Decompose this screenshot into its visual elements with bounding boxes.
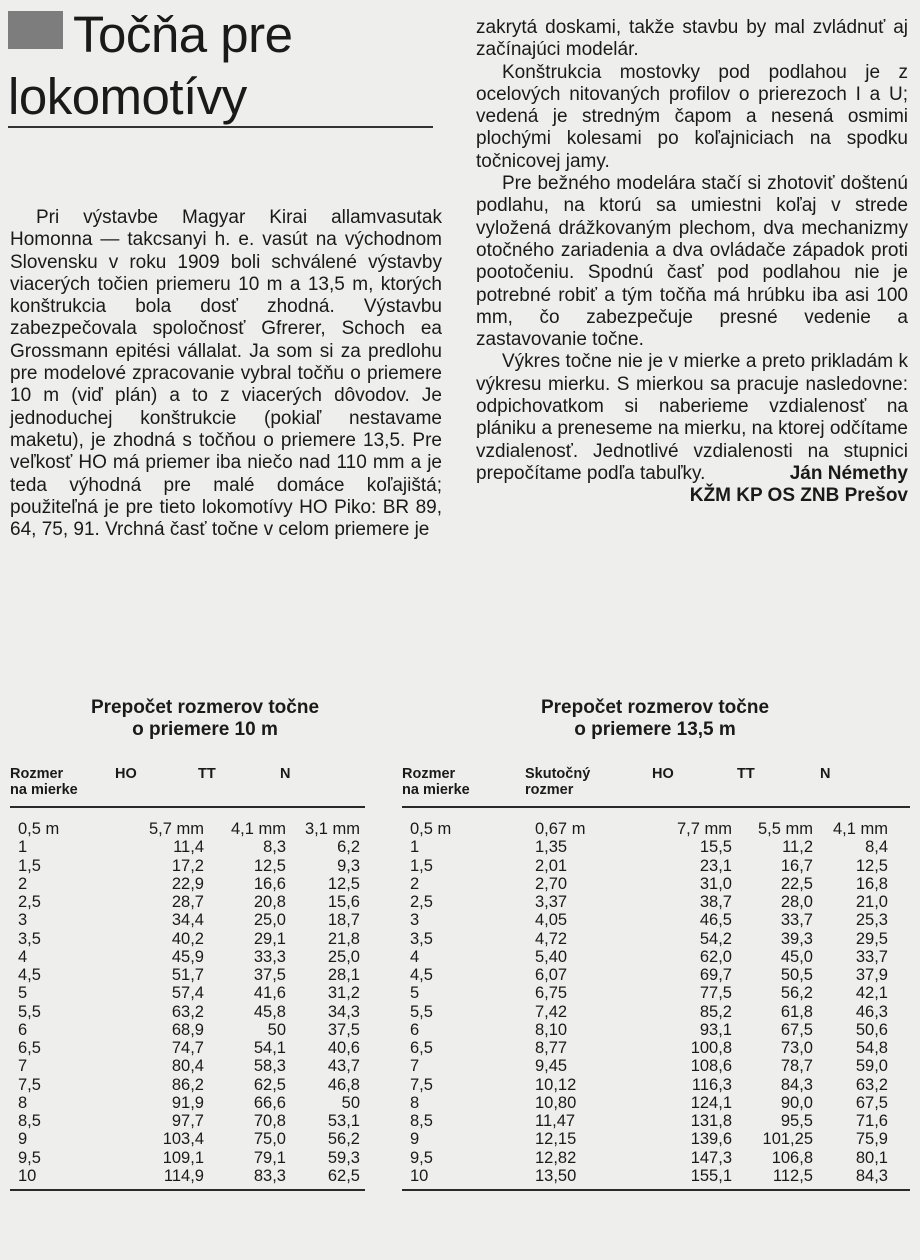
table-cell: 15,5 bbox=[699, 838, 732, 857]
right-paragraph-1: zakrytá doskami, takže stavbu by mal zvládnuť aj začínajúci modelár. bbox=[476, 17, 908, 61]
table-cell: 9,3 bbox=[337, 856, 360, 875]
table-1-caption-line-1: Prepočet rozmerov točne bbox=[90, 697, 320, 718]
table-cell: 2 bbox=[410, 874, 420, 893]
table-cell: 37,5 bbox=[327, 1020, 360, 1039]
table-row bbox=[10, 930, 365, 948]
table-cell: 28,7 bbox=[171, 893, 204, 911]
table-cell: 67,5 bbox=[855, 1093, 888, 1112]
table-cell: 4,1 mm bbox=[832, 820, 888, 838]
table-cell: 6,5 bbox=[18, 1039, 41, 1057]
table-row bbox=[10, 1057, 365, 1075]
table-row bbox=[10, 838, 365, 856]
table-cell: 62,5 bbox=[327, 1166, 360, 1185]
table-cell: 0,5 m bbox=[410, 820, 452, 838]
table-cell: 50 bbox=[341, 1093, 360, 1112]
table-cell: 3,5 bbox=[410, 929, 433, 948]
table-2-body bbox=[402, 808, 910, 1185]
table-cell: 5 bbox=[410, 984, 420, 1003]
table-cell: 10 bbox=[18, 1166, 37, 1185]
table-cell: 63,2 bbox=[171, 1002, 204, 1021]
table-cell: 17,2 bbox=[171, 856, 204, 875]
table-cell: 62,0 bbox=[699, 947, 732, 966]
table-cell: 11,47 bbox=[535, 1112, 576, 1130]
table-cell: 38,7 bbox=[699, 893, 732, 911]
table-cell: 83,3 bbox=[253, 1166, 286, 1185]
table-cell: 6 bbox=[410, 1020, 420, 1039]
table-cell: 7,5 bbox=[18, 1075, 41, 1094]
table-cell: 25,0 bbox=[253, 911, 286, 930]
table-row bbox=[10, 1021, 365, 1039]
table-cell: 1,5 bbox=[18, 856, 41, 875]
table-cell: 114,9 bbox=[163, 1166, 204, 1185]
table-cell: 54,1 bbox=[253, 1039, 286, 1057]
table-cell: 7,7 mm bbox=[676, 820, 732, 838]
table-row bbox=[10, 1112, 365, 1130]
table-cell: 7,42 bbox=[535, 1002, 568, 1021]
table-cell: 46,5 bbox=[699, 911, 732, 930]
column-header: TT bbox=[737, 766, 755, 782]
table-cell: 4,72 bbox=[535, 929, 568, 948]
right-paragraph-4: Výkres točne nie je v mierke a preto prikladám k výkresu mierku. S mierkou sa pracuje nasledovne: odpichovatkom si naberieme vzdialenosť na plániku a preneseme na mierku, na ktorej odčítame vzdialenosť. Jednotlivé vzdialenosti na stupnici prepočítame podľa tabuľky. bbox=[476, 351, 908, 484]
table-cell: 8,10 bbox=[535, 1020, 568, 1039]
table-cell: 1,5 bbox=[410, 856, 433, 875]
table-cell: 6,75 bbox=[535, 984, 568, 1003]
table-cell: 54,8 bbox=[855, 1039, 888, 1057]
table-row bbox=[10, 1167, 365, 1185]
table-cell: 21,0 bbox=[855, 893, 888, 911]
table-cell: 37,9 bbox=[855, 966, 888, 984]
table-row bbox=[402, 1149, 910, 1167]
table-row bbox=[10, 820, 365, 838]
table-row bbox=[10, 1003, 365, 1021]
column-header: N bbox=[820, 766, 831, 782]
table-row bbox=[10, 911, 365, 929]
article-title bbox=[8, 4, 438, 128]
table-cell: 58,3 bbox=[253, 1057, 286, 1076]
table-2-caption-line-2: o priemere 13,5 m bbox=[574, 719, 736, 740]
table-row bbox=[402, 820, 910, 838]
table-cell: 8 bbox=[410, 1093, 420, 1112]
table-cell: 50,5 bbox=[780, 966, 813, 984]
table-cell: 42,1 bbox=[855, 984, 888, 1003]
table-cell: 29,1 bbox=[253, 929, 286, 948]
table-cell: 63,2 bbox=[855, 1075, 888, 1094]
table-row bbox=[402, 930, 910, 948]
table-cell: 28,0 bbox=[780, 893, 813, 911]
table-cell: 4,5 bbox=[410, 966, 433, 984]
table-13-5m bbox=[402, 766, 910, 1191]
table-row bbox=[10, 1130, 365, 1148]
right-paragraph-3: Pre bežného modelára stačí si zhotoviť doštenú podlahu, na ktorú sa umiestni koľaj v strede vyložená drážkovaným plechom, dva mechanizmy otočného zariadenia a dva ovládače západok proti pootočeniu. Spodnú časť pod podlahou nie je potrebné robiť a tým točňa má hrúbku iba asi 100 mm, čo zabezpečuje presné vedenie a zastavovanie točne. bbox=[476, 173, 908, 351]
table-cell: 22,9 bbox=[171, 874, 204, 893]
table-cell: 12,5 bbox=[327, 874, 360, 893]
table-cell: 31,2 bbox=[327, 984, 360, 1003]
table-cell: 40,2 bbox=[171, 929, 204, 948]
table-2-bottom-rule bbox=[402, 1189, 910, 1191]
table-cell: 93,1 bbox=[699, 1020, 732, 1039]
table-cell: 4,1 mm bbox=[230, 820, 286, 838]
table-row bbox=[402, 948, 910, 966]
column-header: Rozmer na mierke bbox=[402, 766, 470, 798]
table-cell: 86,2 bbox=[171, 1075, 204, 1094]
table-row bbox=[10, 984, 365, 1002]
table-row bbox=[10, 1076, 365, 1094]
table-cell: 22,5 bbox=[780, 874, 813, 893]
table-cell: 21,8 bbox=[327, 929, 360, 948]
table-1-body bbox=[10, 808, 365, 1185]
table-cell: 108,6 bbox=[690, 1057, 732, 1076]
table-cell: 5,5 mm bbox=[757, 820, 813, 838]
table-row bbox=[10, 1039, 365, 1057]
table-cell: 25,0 bbox=[327, 947, 360, 966]
table-1-bottom-rule bbox=[10, 1189, 365, 1191]
table-row bbox=[402, 911, 910, 929]
table-cell: 2 bbox=[18, 874, 28, 893]
table-cell: 4,5 bbox=[18, 966, 41, 984]
table-cell: 7,5 bbox=[410, 1075, 433, 1094]
table-1-header bbox=[10, 766, 365, 806]
table-cell: 54,2 bbox=[699, 929, 732, 948]
table-cell: 67,5 bbox=[780, 1020, 813, 1039]
table-cell: 6 bbox=[18, 1020, 28, 1039]
author-affiliation: KŽM KP OS ZNB Prešov bbox=[689, 485, 908, 507]
table-row bbox=[402, 1076, 910, 1094]
table-row bbox=[10, 857, 365, 875]
table-cell: 139,6 bbox=[690, 1130, 732, 1149]
table-row bbox=[402, 1021, 910, 1039]
table-row bbox=[402, 984, 910, 1002]
table-cell: 90,0 bbox=[780, 1093, 813, 1112]
left-text-column bbox=[10, 207, 442, 541]
table-cell: 112,5 bbox=[772, 1166, 813, 1185]
table-cell: 97,7 bbox=[171, 1112, 204, 1130]
table-cell: 78,7 bbox=[780, 1057, 813, 1076]
table-cell: 34,4 bbox=[171, 911, 204, 930]
table-row bbox=[10, 1094, 365, 1112]
table-cell: 69,7 bbox=[699, 966, 732, 984]
table-row bbox=[402, 857, 910, 875]
table-cell: 45,0 bbox=[780, 947, 813, 966]
table-cell: 57,4 bbox=[171, 984, 204, 1003]
table-cell: 56,2 bbox=[780, 984, 813, 1003]
table-cell: 6,07 bbox=[535, 966, 568, 984]
table-2-caption bbox=[400, 697, 910, 741]
table-cell: 12,82 bbox=[535, 1148, 577, 1167]
table-row bbox=[10, 875, 365, 893]
table-cell: 56,2 bbox=[327, 1130, 360, 1149]
table-cell: 3,1 mm bbox=[304, 820, 360, 838]
table-row bbox=[402, 1057, 910, 1075]
table-cell: 79,1 bbox=[253, 1148, 286, 1167]
table-cell: 45,8 bbox=[253, 1002, 286, 1021]
table-cell: 59,0 bbox=[855, 1057, 888, 1076]
table-cell: 3,5 bbox=[18, 929, 41, 948]
table-cell: 9,45 bbox=[535, 1057, 568, 1076]
table-cell: 5,5 bbox=[18, 1002, 41, 1021]
table-cell: 70,8 bbox=[253, 1112, 286, 1130]
table-cell: 7 bbox=[18, 1057, 28, 1076]
table-cell: 16,6 bbox=[253, 874, 286, 893]
table-row bbox=[402, 893, 910, 911]
table-row bbox=[10, 966, 365, 984]
table-row bbox=[402, 1094, 910, 1112]
author-name: Ján Némethy bbox=[789, 462, 908, 484]
table-cell: 106,8 bbox=[771, 1148, 813, 1167]
table-cell: 66,6 bbox=[253, 1093, 286, 1112]
table-cell: 116,3 bbox=[691, 1075, 732, 1094]
table-cell: 59,3 bbox=[327, 1148, 360, 1167]
table-row bbox=[10, 893, 365, 911]
table-cell: 8,4 bbox=[865, 838, 888, 857]
table-cell: 39,3 bbox=[780, 929, 813, 948]
table-cell: 9 bbox=[410, 1130, 420, 1149]
table-cell: 91,9 bbox=[171, 1093, 204, 1112]
table-row bbox=[10, 948, 365, 966]
table-cell: 8,77 bbox=[535, 1039, 568, 1057]
title-line-2: lokomotívy bbox=[8, 68, 247, 125]
table-cell: 77,5 bbox=[699, 984, 732, 1003]
table-cell: 12,5 bbox=[253, 856, 286, 875]
table-cell: 4,05 bbox=[535, 911, 568, 930]
table-cell: 61,8 bbox=[780, 1002, 813, 1021]
table-cell: 16,7 bbox=[780, 856, 813, 875]
table-cell: 85,2 bbox=[699, 1002, 732, 1021]
table-cell: 1,35 bbox=[535, 838, 568, 857]
table-cell: 31,0 bbox=[699, 874, 732, 893]
table-cell: 73,0 bbox=[780, 1039, 813, 1057]
table-cell: 9,5 bbox=[18, 1148, 41, 1167]
column-header: HO bbox=[115, 766, 137, 782]
table-cell: 4 bbox=[18, 947, 28, 966]
table-cell: 84,3 bbox=[780, 1075, 813, 1094]
table-cell: 8,3 bbox=[263, 838, 286, 857]
table-cell: 4 bbox=[410, 947, 420, 966]
table-cell: 62,5 bbox=[253, 1075, 286, 1094]
table-cell: 25,3 bbox=[855, 911, 888, 930]
table-cell: 75,9 bbox=[855, 1130, 888, 1149]
right-paragraph-2: Konštrukcia mostovky pod podlahou je z ocelových nitovaných profilov o prierezoch I a U; vedená je stredným čapom a nesená osmimi plochými kolesami po koľajniciach na spodku točnicovej jamy. bbox=[476, 61, 908, 172]
table-1-caption bbox=[10, 697, 400, 741]
table-cell: 15,6 bbox=[327, 893, 360, 911]
table-cell: 68,9 bbox=[171, 1020, 204, 1039]
table-cell: 50,6 bbox=[855, 1020, 888, 1039]
table-cell: 13,50 bbox=[535, 1166, 577, 1185]
table-cell: 80,1 bbox=[855, 1148, 888, 1167]
table-cell: 7 bbox=[410, 1057, 420, 1076]
table-cell: 33,7 bbox=[780, 911, 813, 930]
table-row bbox=[402, 966, 910, 984]
table-cell: 12,5 bbox=[855, 856, 888, 875]
table-cell: 147,3 bbox=[690, 1148, 732, 1167]
table-cell: 101,25 bbox=[762, 1130, 813, 1149]
table-cell: 84,3 bbox=[855, 1166, 888, 1185]
table-cell: 6,5 bbox=[410, 1039, 433, 1057]
table-cell: 2,5 bbox=[18, 893, 41, 911]
table-10m bbox=[10, 766, 365, 1191]
table-cell: 37,5 bbox=[253, 966, 286, 984]
table-cell: 11,4 bbox=[173, 838, 204, 857]
table-row bbox=[402, 1039, 910, 1057]
table-cell: 34,3 bbox=[327, 1002, 360, 1021]
table-cell: 95,5 bbox=[780, 1112, 813, 1130]
table-cell: 124,1 bbox=[690, 1093, 732, 1112]
table-cell: 45,9 bbox=[171, 947, 204, 966]
table-cell: 28,1 bbox=[327, 966, 360, 984]
table-cell: 1 bbox=[410, 838, 420, 857]
table-cell: 103,4 bbox=[162, 1130, 204, 1149]
table-row bbox=[402, 1130, 910, 1148]
table-cell: 3 bbox=[18, 911, 28, 930]
table-cell: 40,6 bbox=[327, 1039, 360, 1057]
table-cell: 8 bbox=[18, 1093, 28, 1112]
table-cell: 155,1 bbox=[690, 1166, 732, 1185]
table-cell: 2,70 bbox=[535, 874, 568, 893]
table-cell: 109,1 bbox=[162, 1148, 204, 1167]
table-cell: 50 bbox=[267, 1020, 286, 1039]
table-cell: 18,7 bbox=[327, 911, 360, 930]
table-cell: 11,2 bbox=[782, 838, 813, 857]
table-cell: 5,5 bbox=[410, 1002, 433, 1021]
table-cell: 5 bbox=[18, 984, 28, 1003]
right-text-column bbox=[476, 17, 908, 508]
table-row bbox=[402, 1167, 910, 1185]
column-header: TT bbox=[198, 766, 216, 782]
table-cell: 51,7 bbox=[171, 966, 204, 984]
table-cell: 71,6 bbox=[855, 1112, 888, 1130]
table-cell: 2,5 bbox=[410, 893, 433, 911]
table-cell: 80,4 bbox=[171, 1057, 204, 1076]
table-cell: 43,7 bbox=[327, 1057, 360, 1076]
table-cell: 10,12 bbox=[535, 1075, 577, 1094]
table-cell: 0,5 m bbox=[18, 820, 60, 838]
table-1-caption-line-2: o priemere 10 m bbox=[132, 719, 278, 740]
table-cell: 5,7 mm bbox=[148, 820, 204, 838]
table-row bbox=[402, 838, 910, 856]
table-cell: 29,5 bbox=[855, 929, 888, 948]
column-header: N bbox=[280, 766, 291, 782]
table-cell: 5,40 bbox=[535, 947, 568, 966]
table-cell: 3,37 bbox=[535, 893, 568, 911]
table-cell: 9,5 bbox=[410, 1148, 433, 1167]
table-cell: 33,3 bbox=[253, 947, 286, 966]
table-cell: 100,8 bbox=[690, 1039, 732, 1057]
table-cell: 46,8 bbox=[327, 1075, 360, 1094]
table-cell: 53,1 bbox=[327, 1112, 360, 1130]
title-rule bbox=[8, 126, 433, 128]
table-row bbox=[10, 1149, 365, 1167]
table-cell: 9 bbox=[18, 1130, 28, 1149]
title-square-icon bbox=[8, 11, 63, 49]
table-cell: 0,67 m bbox=[535, 820, 586, 838]
table-cell: 74,7 bbox=[171, 1039, 204, 1057]
column-header: Rozmer na mierke bbox=[10, 766, 78, 798]
table-cell: 41,6 bbox=[253, 984, 286, 1003]
table-cell: 16,8 bbox=[855, 874, 888, 893]
table-cell: 46,3 bbox=[855, 1002, 888, 1021]
table-row bbox=[402, 1112, 910, 1130]
table-cell: 10 bbox=[410, 1166, 429, 1185]
table-2-caption-line-1: Prepočet rozmerov točne bbox=[540, 697, 770, 718]
title-line-1: Točňa pre bbox=[8, 4, 438, 66]
table-cell: 12,15 bbox=[535, 1130, 577, 1149]
table-cell: 8,5 bbox=[18, 1112, 41, 1130]
table-cell: 2,01 bbox=[535, 856, 568, 875]
table-cell: 3 bbox=[410, 911, 420, 930]
table-cell: 75,0 bbox=[253, 1130, 286, 1149]
table-cell: 33,7 bbox=[855, 947, 888, 966]
table-cell: 20,8 bbox=[253, 893, 286, 911]
table-row bbox=[402, 1003, 910, 1021]
table-cell: 23,1 bbox=[699, 856, 732, 875]
table-cell: 131,8 bbox=[690, 1112, 732, 1130]
table-cell: 10,80 bbox=[535, 1093, 577, 1112]
column-header: HO bbox=[652, 766, 674, 782]
table-cell: 1 bbox=[18, 838, 28, 857]
column-header: Skutočný rozmer bbox=[525, 766, 591, 798]
table-2-header bbox=[402, 766, 910, 806]
left-paragraph: Pri výstavbe Magyar Kirai allamvasutak Homonna — takcsanyi h. e. vasút na východnom Slovensku v roku 1909 boli schválené výstavby viacerých točien priemeru 10 m a 13,5 m, ktorých konštrukcia bola dosť zhodná. Výstavbu zabezpečovala spoločnosť Gfrerer, Schoch ea Grossmann epitési vállalat. Ja som si za predlohu pre modelové zpracovanie vybral točňu o priemere 10 m (viď plán) a to z viacerých dôvodov. Je jednoduchej konštrukcie (pokiaľ nestavame maketu), je zhodná s točňou o priemere 13,5. Pre veľkosť HO má priemer iba niečo nad 110 mm a je teda výhodná pre malé domáce koľajištá; použiteľná je pre tieto lokomotívy HO Piko: BR 89, 64, 75, 91. Vrchná časť točne v celom priemere je bbox=[10, 207, 442, 541]
table-cell: 6,2 bbox=[337, 838, 360, 857]
table-row bbox=[402, 875, 910, 893]
table-cell: 8,5 bbox=[410, 1112, 433, 1130]
